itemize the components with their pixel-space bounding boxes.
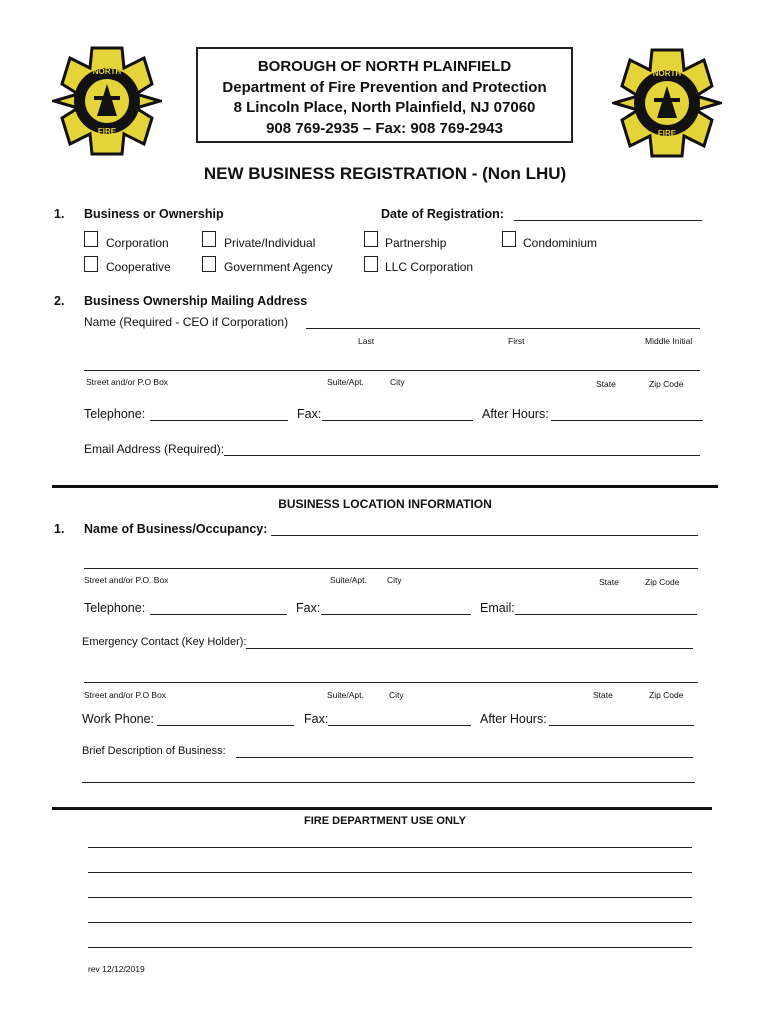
name-last-caption: Last: [358, 336, 375, 346]
header-line-2: Department of Fire Prevention and Protection: [222, 78, 547, 96]
emergency-state-caption: State: [593, 690, 613, 700]
fire-dept-line-1[interactable]: [88, 847, 692, 848]
llc-corporation-checkbox[interactable]: [364, 256, 378, 272]
business-address-field[interactable]: [84, 568, 698, 569]
corporation-label: Corporation: [106, 236, 169, 250]
header-line-1: BOROUGH OF NORTH PLAINFIELD: [257, 58, 512, 75]
work-phone-field[interactable]: [157, 725, 294, 726]
owner-zip-caption: Zip Code: [649, 379, 684, 389]
fire-dept-line-3[interactable]: [88, 897, 692, 898]
header-box: [196, 47, 573, 143]
owner-fax-label: Fax:: [297, 407, 322, 421]
fire-dept-line-5[interactable]: [88, 947, 692, 948]
private-individual-checkbox[interactable]: [202, 231, 216, 247]
emergency-street-caption: Street and/or P.O Box: [84, 690, 167, 700]
cooperative-label: Cooperative: [106, 260, 171, 274]
condominium-label: Condominium: [523, 236, 598, 250]
emergency-zip-caption: Zip Code: [649, 690, 684, 700]
emergency-fax-field[interactable]: [328, 725, 471, 726]
owner-suite-caption: Suite/Apt.: [327, 377, 364, 387]
owner-after-hours-field[interactable]: [551, 420, 703, 421]
business-telephone-label: Telephone:: [84, 601, 146, 615]
owner-name-field[interactable]: [306, 328, 700, 329]
business-fax-field[interactable]: [321, 614, 471, 615]
partnership-label: Partnership: [385, 236, 447, 250]
fire-department-badge-right: [612, 48, 722, 158]
business-name-field[interactable]: [271, 535, 698, 536]
business-name-label: Name of Business/Occupancy:: [84, 522, 268, 536]
svg-text:FIRE: FIRE: [657, 129, 677, 138]
form-title: NEW BUSINESS REGISTRATION - (Non LHU): [203, 164, 567, 183]
owner-address-field[interactable]: [84, 370, 700, 371]
section-2-number: 2.: [54, 294, 65, 308]
owner-email-label: Email Address (Required):: [84, 442, 225, 456]
business-description-field[interactable]: [236, 757, 693, 758]
emergency-contact-label: Emergency Contact (Key Holder):: [82, 636, 247, 648]
business-email-field[interactable]: [515, 614, 697, 615]
business-telephone-field[interactable]: [150, 614, 287, 615]
fire-dept-line-4[interactable]: [88, 922, 692, 923]
section-1-number: 1.: [54, 207, 65, 221]
section-divider-1: [52, 485, 718, 488]
owner-telephone-field[interactable]: [150, 420, 288, 421]
owner-street-caption: Street and/or P.O Box: [86, 377, 169, 387]
section-2-heading: Business Ownership Mailing Address: [84, 294, 308, 308]
owner-fax-field[interactable]: [322, 420, 473, 421]
date-of-registration-field[interactable]: [514, 220, 702, 221]
fire-department-badge-left: [52, 46, 162, 156]
emergency-suite-caption: Suite/Apt.: [327, 690, 364, 700]
header-line-3: 8 Lincoln Place, North Plainfield, NJ 07060: [233, 99, 536, 116]
name-middle-caption: Middle Initial: [645, 336, 693, 346]
header-line-4: 908 769-2935 – Fax: 908 769-2943: [266, 119, 503, 137]
condominium-checkbox[interactable]: [502, 231, 516, 247]
revision-date: rev 12/12/2019: [88, 964, 145, 974]
location-number: 1.: [54, 522, 65, 536]
emergency-contact-field[interactable]: [246, 648, 693, 649]
business-state-caption: State: [599, 577, 619, 587]
owner-name-label: Name (Required - CEO if Corporation): [84, 315, 289, 329]
work-phone-label: Work Phone:: [82, 712, 155, 726]
svg-text:NORTH: NORTH: [92, 67, 122, 76]
emergency-fax-label: Fax:: [304, 712, 329, 726]
emergency-after-hours-field[interactable]: [549, 725, 694, 726]
partnership-checkbox[interactable]: [364, 231, 378, 247]
owner-after-hours-label: After Hours:: [482, 407, 549, 421]
fire-dept-line-2[interactable]: [88, 872, 692, 873]
emergency-address-field[interactable]: [84, 682, 698, 683]
llc-corporation-label: LLC Corporation: [385, 260, 474, 274]
owner-email-field[interactable]: [224, 455, 700, 456]
section-divider-2: [52, 807, 712, 810]
government-agency-label: Government Agency: [224, 260, 333, 274]
name-first-caption: First: [508, 336, 525, 346]
owner-state-caption: State: [596, 379, 616, 389]
section-1-heading: Business or Ownership: [84, 207, 224, 221]
cooperative-checkbox[interactable]: [84, 256, 98, 272]
svg-text:FIRE: FIRE: [97, 127, 117, 136]
government-agency-checkbox[interactable]: [202, 256, 216, 272]
business-description-label: Brief Description of Business:: [82, 745, 226, 757]
date-of-registration-label: Date of Registration:: [381, 207, 504, 221]
business-description-field-2[interactable]: [82, 782, 695, 783]
business-city-caption: City: [387, 575, 402, 585]
svg-text:NORTH: NORTH: [652, 69, 682, 78]
business-fax-label: Fax:: [296, 601, 321, 615]
private-individual-label: Private/Individual: [224, 236, 316, 250]
emergency-city-caption: City: [389, 690, 404, 700]
business-location-heading: BUSINESS LOCATION INFORMATION: [278, 497, 492, 511]
emergency-after-hours-label: After Hours:: [480, 712, 547, 726]
corporation-checkbox[interactable]: [84, 231, 98, 247]
fire-department-use-heading: FIRE DEPARTMENT USE ONLY: [304, 815, 466, 827]
business-email-label: Email:: [480, 601, 515, 615]
owner-telephone-label: Telephone:: [84, 407, 146, 421]
business-suite-caption: Suite/Apt.: [330, 575, 367, 585]
business-street-caption: Street and/or P.O. Box: [84, 575, 169, 585]
business-zip-caption: Zip Code: [645, 577, 680, 587]
owner-city-caption: City: [390, 377, 405, 387]
